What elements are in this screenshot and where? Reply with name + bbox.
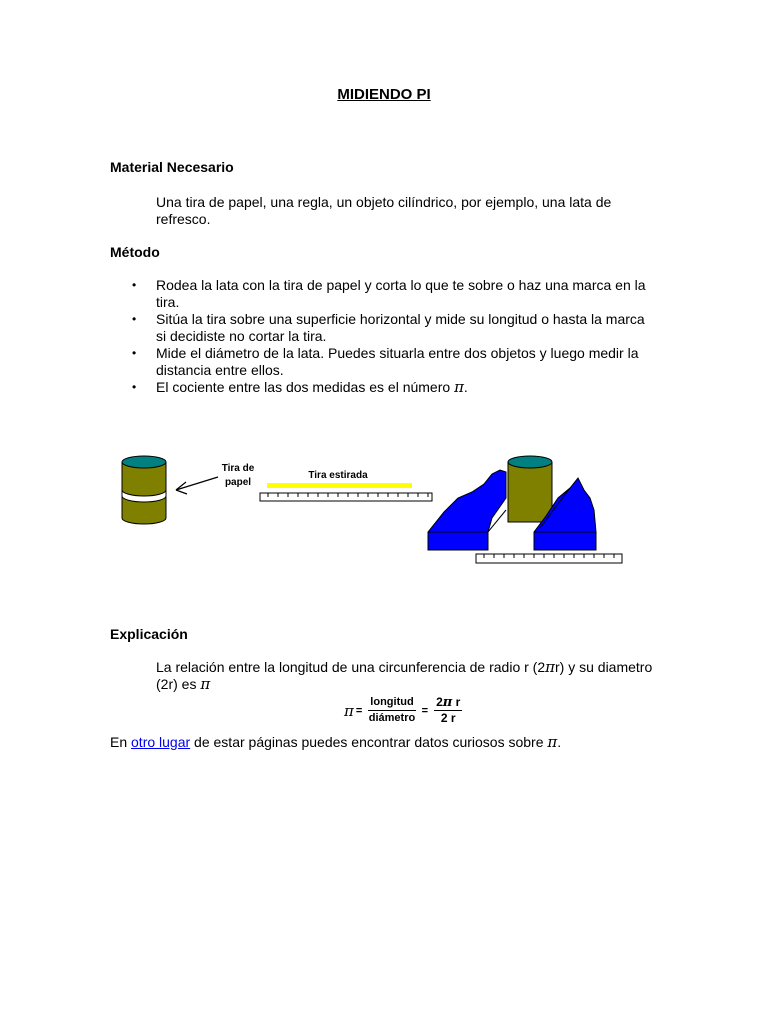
list-item-text: Sitúa la tira sobre una superficie horizontal y mide su longitud o hasta la marca si decidiste no cortar la tira. <box>156 311 645 344</box>
explicacion-heading: Explicación <box>110 626 188 642</box>
measurement-diagram <box>100 440 630 575</box>
pi-symbol: π <box>344 701 354 720</box>
bullet-icon: • <box>132 312 137 326</box>
pi-symbol: π <box>200 675 211 693</box>
otro-lugar-link[interactable]: otro lugar <box>131 734 191 750</box>
closing-end: . <box>557 734 562 750</box>
formula-equals: = <box>421 704 429 717</box>
ruler-top <box>260 493 432 501</box>
metodo-list <box>110 277 670 396</box>
numerator-prefix: 2 <box>436 695 443 709</box>
list-item-suffix: . <box>463 379 468 395</box>
list-item-text: Mide el diámetro de la lata. Puedes situarla entre dos objetos y luego medir la distancia entre ellos. <box>156 345 639 378</box>
fraction-numerator: longitud <box>368 696 415 711</box>
list-item-text: Rodea la lata con la tira de papel y corta lo que te sobre o haz una marca en la tira. <box>156 277 646 310</box>
numerator-suffix: r <box>452 695 461 709</box>
bullet-icon: • <box>132 346 137 360</box>
closing-paragraph <box>110 734 561 751</box>
pi-symbol: π <box>442 695 453 710</box>
material-heading: Material Necesario <box>110 159 234 175</box>
blocks-with-can-illustration <box>428 456 596 550</box>
list-item <box>110 311 656 345</box>
material-text: Una tira de papel, una regla, un objeto cilíndrico, por ejemplo, una lata de refresco. <box>156 194 612 227</box>
pi-symbol: π <box>545 658 555 676</box>
ruler-bottom <box>476 554 622 563</box>
explicacion-text-part2: r) y su diametro (2r) es <box>156 659 653 692</box>
bullet-icon: • <box>132 278 137 292</box>
can-with-strip-illustration <box>122 456 166 524</box>
bullet-icon: • <box>132 380 137 394</box>
closing-suffix: de estar páginas puedes encontrar datos curiosos sobre <box>190 734 544 750</box>
fraction-denominator: 2 r <box>440 711 456 725</box>
fraction-numerator <box>434 696 462 711</box>
page-title: MIDIENDO PI <box>337 86 431 103</box>
list-item-text: El cociente entre las dos medidas es el número <box>156 379 451 395</box>
fraction-denominator: diámetro <box>368 712 416 724</box>
explicacion-text <box>156 659 656 693</box>
formula-equals: = <box>355 704 363 717</box>
label-papel: papel <box>224 477 252 488</box>
list-item <box>110 277 656 311</box>
pi-symbol: π <box>547 733 558 751</box>
arrow-icon <box>176 477 218 494</box>
explicacion-text-part1: La relación entre la longitud de una circunferencia de radio r (2 <box>156 659 546 675</box>
label-tira-de: Tira de <box>221 463 255 474</box>
pi-formula <box>344 696 466 725</box>
closing-prefix: En <box>110 734 132 750</box>
fraction-length-diameter <box>368 696 415 725</box>
stretched-strip <box>267 483 412 488</box>
label-tira-estirada: Tira estirada <box>308 470 368 481</box>
pi-symbol: π <box>454 378 464 396</box>
fraction-2pir-2r <box>434 696 462 725</box>
metodo-heading: Método <box>110 244 160 260</box>
list-item <box>110 345 656 379</box>
list-item <box>110 379 656 396</box>
